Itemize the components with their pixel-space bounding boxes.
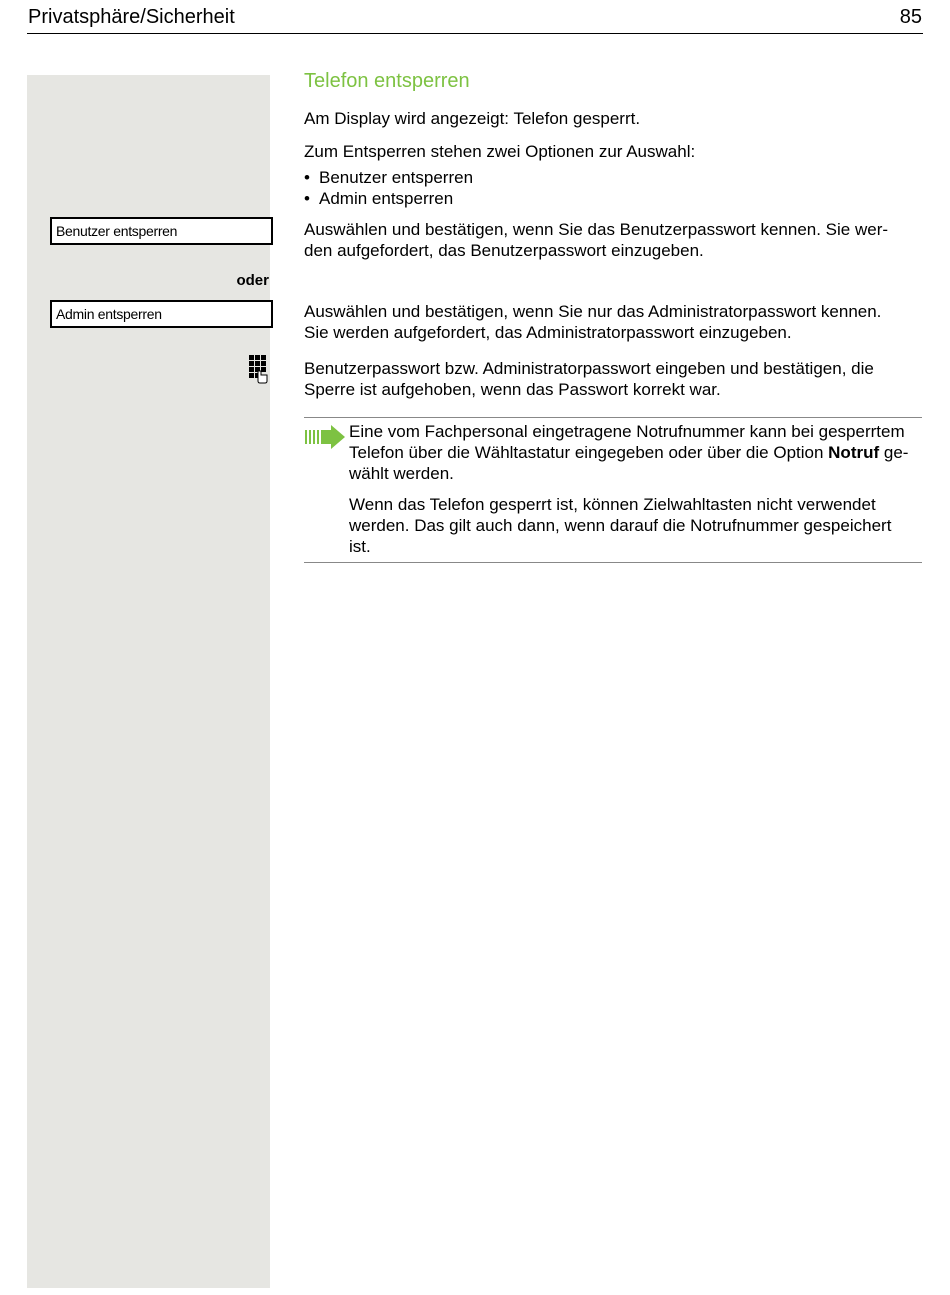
note-paragraph-2 [349, 494, 923, 557]
text-line: Sie werden aufgefordert, das Administratorpasswort einzugeben. [304, 323, 792, 342]
text-fragment: ge- [879, 443, 909, 462]
section-title: Telefon entsperren [304, 70, 470, 92]
list-item: • Benutzer entsperren [304, 167, 473, 188]
text-line: ist. [349, 537, 371, 556]
note-top-rule [304, 417, 922, 418]
page-number: 85 [899, 6, 922, 28]
user-unlock-description [304, 219, 922, 261]
note-paragraph-1 [349, 421, 923, 484]
admin-unlock-menu-key [50, 300, 273, 328]
note-bottom-rule [304, 562, 922, 563]
text-line: den aufgefordert, das Benutzerpasswort einzugeben. [304, 241, 704, 260]
text-line: Auswählen und bestätigen, wenn Sie nur das Administratorpasswort kennen. [304, 302, 882, 321]
sidebar-panel [27, 75, 270, 1288]
text-fragment: Telefon über die Wähltastatur eingegeben oder über die Option [349, 443, 829, 462]
admin-unlock-key-label: Admin entsperren [56, 306, 162, 322]
text-line [349, 442, 923, 463]
options-list [304, 167, 473, 209]
text-line: Sperre ist aufgehoben, wenn das Passwort korrekt war. [304, 380, 721, 399]
text-line: Auswählen und bestätigen, wenn Sie das Benutzerpasswort kennen. Sie wer- [304, 220, 889, 239]
admin-unlock-description [304, 301, 922, 343]
text-line: werden. Das gilt auch dann, wenn darauf die Notrufnummer gespeichert [349, 516, 892, 535]
options-intro: Zum Entsperren stehen zwei Optionen zur Auswahl: [304, 142, 696, 161]
user-unlock-key-label: Benutzer entsperren [56, 223, 178, 239]
arrow-icon [304, 424, 346, 450]
text-line: wählt werden. [349, 464, 454, 483]
text-line: Benutzerpasswort bzw. Administratorpasswort eingeben und bestätigen, die [304, 359, 874, 378]
or-label: oder [236, 272, 269, 289]
option-name-bold: Notruf [828, 443, 880, 462]
text-line: Eine vom Fachpersonal eingetragene Notrufnummer kann bei gesperrtem [349, 422, 905, 441]
display-text: Am Display wird angezeigt: Telefon gesperrt. [304, 109, 641, 128]
header-divider [27, 33, 923, 34]
text-line: Wenn das Telefon gesperrt ist, können Zielwahltasten nicht verwendet [349, 495, 876, 514]
page-header-title: Privatsphäre/Sicherheit [28, 6, 235, 28]
password-description [304, 358, 922, 400]
keypad-icon [247, 354, 269, 384]
list-item: • Admin entsperren [304, 188, 473, 209]
user-unlock-menu-key [50, 217, 273, 245]
